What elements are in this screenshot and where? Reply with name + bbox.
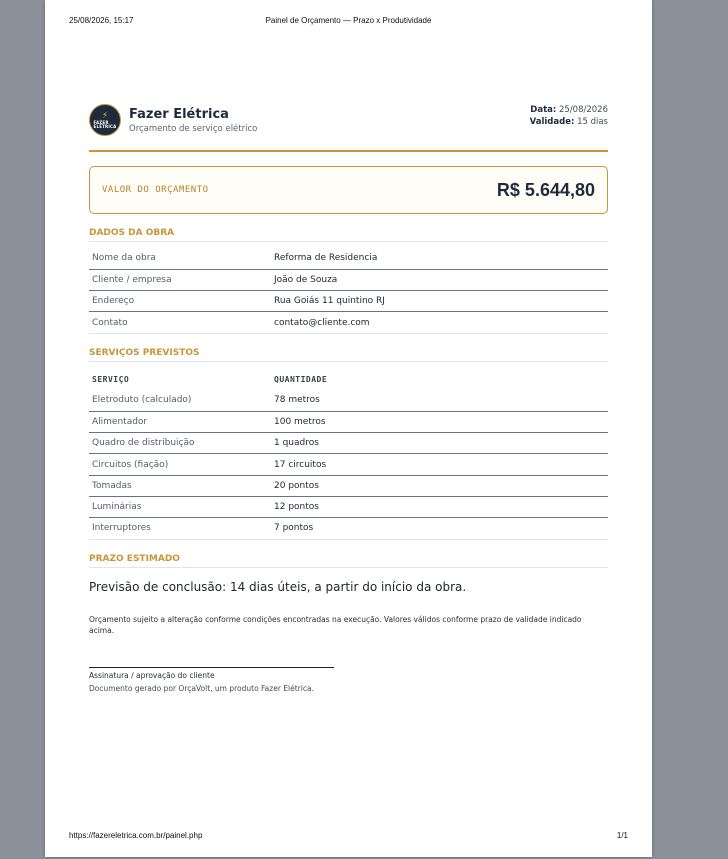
table-row bbox=[89, 454, 608, 475]
date-label: Data: bbox=[530, 105, 557, 115]
dados-table bbox=[89, 248, 608, 334]
table-row bbox=[89, 518, 608, 539]
table-row bbox=[89, 312, 608, 333]
table-row bbox=[89, 291, 608, 312]
logo-text: FAZER ELÉTRICA bbox=[93, 119, 117, 129]
table-row bbox=[89, 390, 608, 411]
print-datetime: 25/08/2026, 15:17 bbox=[69, 16, 134, 25]
row-label: Quadro de distribuição bbox=[89, 433, 271, 454]
row-label: Alimentador bbox=[89, 411, 271, 432]
bolt-icon: ⚡ bbox=[101, 110, 109, 121]
signature-label: Assinatura / aprovação do cliente bbox=[89, 670, 215, 680]
brand bbox=[89, 104, 257, 136]
section-title-prazo: PRAZO ESTIMADO bbox=[89, 554, 608, 568]
signature-line bbox=[89, 667, 334, 668]
row-label: Interruptores bbox=[89, 518, 271, 539]
row-label: Nome da obra bbox=[89, 248, 271, 269]
servicos-table bbox=[89, 369, 608, 540]
validity-label: Validade: bbox=[529, 117, 575, 127]
validity-line bbox=[530, 116, 608, 128]
row-label: Eletroduto (calculado) bbox=[89, 390, 271, 411]
row-value: 78 metros bbox=[271, 390, 608, 411]
print-footer bbox=[69, 831, 628, 840]
table-row bbox=[89, 433, 608, 454]
column-header-quantity: QUANTIDADE bbox=[274, 374, 328, 384]
row-value: João de Souza bbox=[271, 269, 608, 290]
budget-value-label: VALOR DO ORÇAMENTO bbox=[102, 185, 209, 195]
row-value: 17 circuitos bbox=[271, 454, 608, 475]
document-header bbox=[89, 104, 608, 152]
servicos-header-row bbox=[89, 369, 608, 390]
column-header-service: SERVIÇO bbox=[92, 374, 130, 384]
print-page bbox=[45, 0, 652, 857]
budget-document bbox=[89, 104, 608, 693]
company-name: Fazer Elétrica bbox=[129, 107, 229, 122]
disclaimer-note: Orçamento sujeito a alteração conforme condições encontradas na execução. Valores válidos conforme prazo de validade indicado acima. bbox=[89, 614, 582, 635]
table-row bbox=[89, 475, 608, 496]
row-label: Tomadas bbox=[89, 475, 271, 496]
row-value: 100 metros bbox=[271, 411, 608, 432]
table-row bbox=[89, 496, 608, 517]
table-row bbox=[89, 269, 608, 290]
date-line bbox=[530, 104, 608, 116]
row-value: 20 pontos bbox=[271, 475, 608, 496]
section-title-servicos: SERVIÇOS PREVISTOS bbox=[89, 348, 608, 362]
row-value: 12 pontos bbox=[271, 496, 608, 517]
validity-value: 15 dias bbox=[577, 117, 608, 127]
table-row bbox=[89, 248, 608, 269]
row-value: Reforma de Residencia bbox=[271, 248, 608, 269]
budget-value-box bbox=[89, 166, 608, 214]
row-label: Contato bbox=[89, 312, 271, 333]
company-logo bbox=[89, 104, 121, 136]
company-subtitle: Orçamento de serviço elétrico bbox=[129, 124, 258, 134]
print-url: https://fazereletrica.com.br/painel.php bbox=[69, 831, 203, 840]
budget-value-amount: R$ 5.644,80 bbox=[496, 179, 595, 200]
row-label: Endereço bbox=[89, 291, 271, 312]
print-page-number: 1/1 bbox=[616, 831, 628, 840]
generated-by: Documento gerado por OrçaVolt, um produto Fazer Elétrica. bbox=[89, 683, 314, 693]
section-title-dados: DADOS DA OBRA bbox=[89, 228, 608, 242]
row-value: 7 pontos bbox=[271, 518, 608, 539]
date-value: 25/08/2026 bbox=[559, 105, 608, 115]
row-value: 1 quadros bbox=[271, 433, 608, 454]
print-title: Painel de Orçamento — Prazo x Produtividade bbox=[265, 16, 432, 25]
row-label: Luminárias bbox=[89, 496, 271, 517]
document-meta bbox=[530, 104, 608, 128]
row-value: Rua Goiás 11 quintino RJ bbox=[271, 291, 608, 312]
row-label: Cliente / empresa bbox=[89, 269, 271, 290]
row-label: Circuitos (fiação) bbox=[89, 454, 271, 475]
print-header bbox=[69, 16, 628, 25]
row-value: contato@cliente.com bbox=[271, 312, 608, 333]
prazo-text: Previsão de conclusão: 14 dias úteis, a partir do início da obra. bbox=[89, 579, 467, 594]
table-row bbox=[89, 411, 608, 432]
